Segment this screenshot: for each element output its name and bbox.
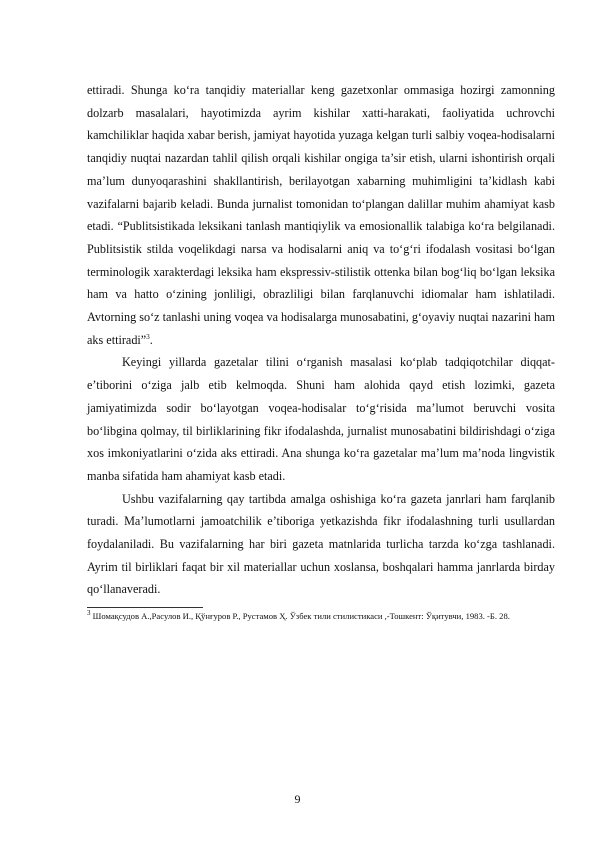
paragraph-2: Keyingi yillarda gazetalar tilini o‘rganish masalasi ko‘plab tadqiqotchilar diqqat-e’tiborini o‘ziga jalb etib kelmoqda. Shuni ham alohida qayd etish lozimki, gazeta jamiyatimizda sodir bo‘layotgan voqea-hodisalar to‘g‘risida ma’lumot beruvchi vosita bo‘libgina qolmay, til birliklarining fikr ifodalashda, jurnalist munosabatini bildirishdagi o‘ziga xos imkoniyatlarini o‘zida aks ettiradi. Ana shunga ko‘ra gazetalar ma’lum ma’noda lingvistik manba sifatida ham ahamiyat kasb etadi. — [87, 355, 555, 483]
paragraph-3: Ushbu vazifalarning qay tartibda amalga oshishiga ko‘ra gazeta janrlari ham farqlanib turadi. Ma’lumotlarni jamoatchilik e’tiboriga yetkazishda fikr ifodalashning turli usullardan foydalaniladi. Bu vazifalarning har biri gazeta matnlarida turlicha tarzda ko‘zga tashlanadi. Ayrim til birliklari faqat bir xil materiallar uchun xoslansa, boshqalari hamma janrlarda birday qo‘llanaveradi. — [87, 491, 555, 597]
footnote-reference[interactable]: 3 — [146, 332, 150, 341]
footnote-mark: 3 — [87, 609, 91, 618]
footnote-text: Шомақсудов А.,Расулов И., Қўнғуров Р., Рустамов Ҳ. Ўзбек тили стилистикаси ,-Тошкент: Ўқитувчи, 1983. -Б. 28. — [90, 611, 510, 622]
paragraph-1 — [87, 79, 555, 351]
page-content — [87, 79, 555, 623]
paragraph-1-text: ettiradi. Shunga ko‘ra tanqidiy materiallar keng gazetxonlar ommasiga hozirgi zamonning dolzarb masalalari, hayotimizda ayrim kishilar xatti-harakati, faoliyatida uchrovchi kamchiliklar haqida xabar berish, jamiyat hayotida yuzaga kelgan turli salbiy voqea-hodisalarni tanqidiy nuqtai nazardan tahlil qilish orqali kishilar ongiga ta’sir etish, ularni ishontirish orqali ma’lum dunyoqarashini shakllantirish, berilayotgan xabarning muhimligini ta’kidlash kabi vazifalarni bajarib keladi. Bunda jurnalist tomonidan to‘plangan dalillar muhim ahamiyat kasb etadi. “Publitsistikada leksikani tanlash mantiqiylik va emosionallik talabiga ko‘ra belgilanadi. Publitsistik stilda voqelikdagi narsa va hodisalarni aniq va to‘g‘ri ifodalash vositasi bo‘lgan terminologik xarakterdagi leksika ham ekspressiv-stilistik ottenka bilan bog‘liq bo‘lgan leksika ham va hatto o‘zining jonliligi, obrazliligi bilan farqlanuvchi idiomalar ham ishlatiladi. Avtorning so‘z tanlashi uning voqea va hodisalarga munosabatini, g‘oyaviy nuqtai nazarini ham aks ettiradi” — [87, 83, 555, 347]
footnote-separator — [87, 607, 203, 608]
paragraph-1-tail: . — [149, 332, 153, 347]
page-number: 9 — [294, 792, 301, 806]
footnote — [87, 610, 555, 623]
